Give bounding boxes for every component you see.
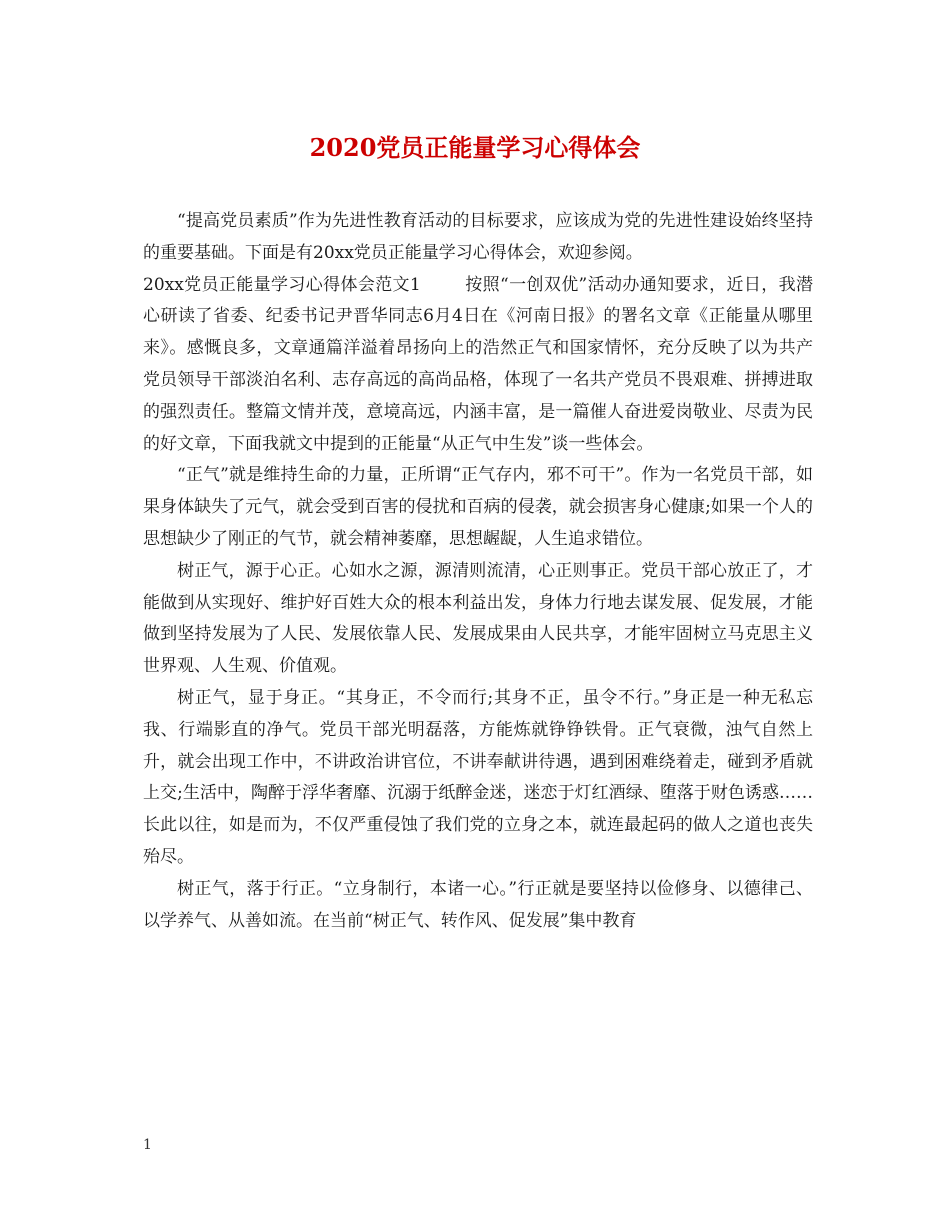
section-text: 按照“一创双优”活动办通知要求，近日，我潜心研读了省委、纪委书记尹晋华同志6月4日在《河南日报》的署名文章《正能量从哪里来》。感慨良多，文章通篇洋溢着昂扬向上的浩然正气和国家情怀，充分反映了以为共产党员领导干部淡泊名利、志存高远的高尚品格，体现了一名共产党员不畏艰难、拼搏进取的强烈责任。整篇文情并茂，意境高远，内涵丰富，是一篇催人奋进爱岗敬业、尽责为民的好文章，下面我就文中提到的正能量“从正气中生发”谈一些体会。	[143, 274, 813, 454]
body-paragraph-zhengqi: “正气”就是维持生命的力量，正所谓“正气存内，邪不可干”。作为一名党员干部，如果身体缺失了元气，就会受到百害的侵扰和百病的侵袭，就会损害身心健康;如果一个人的思想缺少了刚正的气节，就会精神萎靡，思想龌龊，人生追求错位。	[143, 465, 813, 549]
page-number: 1	[143, 1137, 152, 1153]
document-body	[143, 206, 813, 937]
section-label: 20xx党员正能量学习心得体会范文1	[143, 274, 421, 295]
section-paragraph	[143, 270, 813, 461]
intro-paragraph: “提高党员素质”作为先进性教育活动的目标要求，应该成为党的先进性建设始终坚持的重要基础。下面是有20xx党员正能量学习心得体会，欢迎参阅。	[143, 211, 813, 263]
body-paragraph-shenzheng: 树正气，显于身正。“其身正，不令而行;其身不正，虽令不行。”身正是一种无私忘我、行端影直的净气。党员干部光明磊落，方能炼就铮铮铁骨。正气衰微，浊气自然上升，就会出现工作中，不讲政治讲官位，不讲奉献讲待遇，遇到困难绕着走，碰到矛盾就上交;生活中，陶醉于浮华奢靡、沉溺于纸醉金迷，迷恋于灯红酒绿、堕落于财色诱惑……长此以往，如是而为，不仅严重侵蚀了我们党的立身之本，就连最起码的做人之道也丧失殆尽。	[143, 687, 813, 867]
body-paragraph-xingzheng: 树正气，落于行正。“立身制行，本诸一心。”行正就是要坚持以俭修身、以德律己、以学养气、从善如流。在当前“树正气、转作风、促发展”集中教育	[143, 878, 813, 931]
body-paragraph-xinzheng: 树正气，源于心正。心如水之源，源清则流清，心正则事正。党员干部心放正了，才能做到从实现好、维护好百姓大众的根本利益出发，身体力行地去谋发展、促发展，才能做到坚持发展为了人民、发展依靠人民、发展成果由人民共享，才能牢固树立马克思主义世界观、人生观、价值观。	[143, 560, 813, 677]
document-title: 2020党员正能量学习心得体会	[309, 133, 641, 162]
